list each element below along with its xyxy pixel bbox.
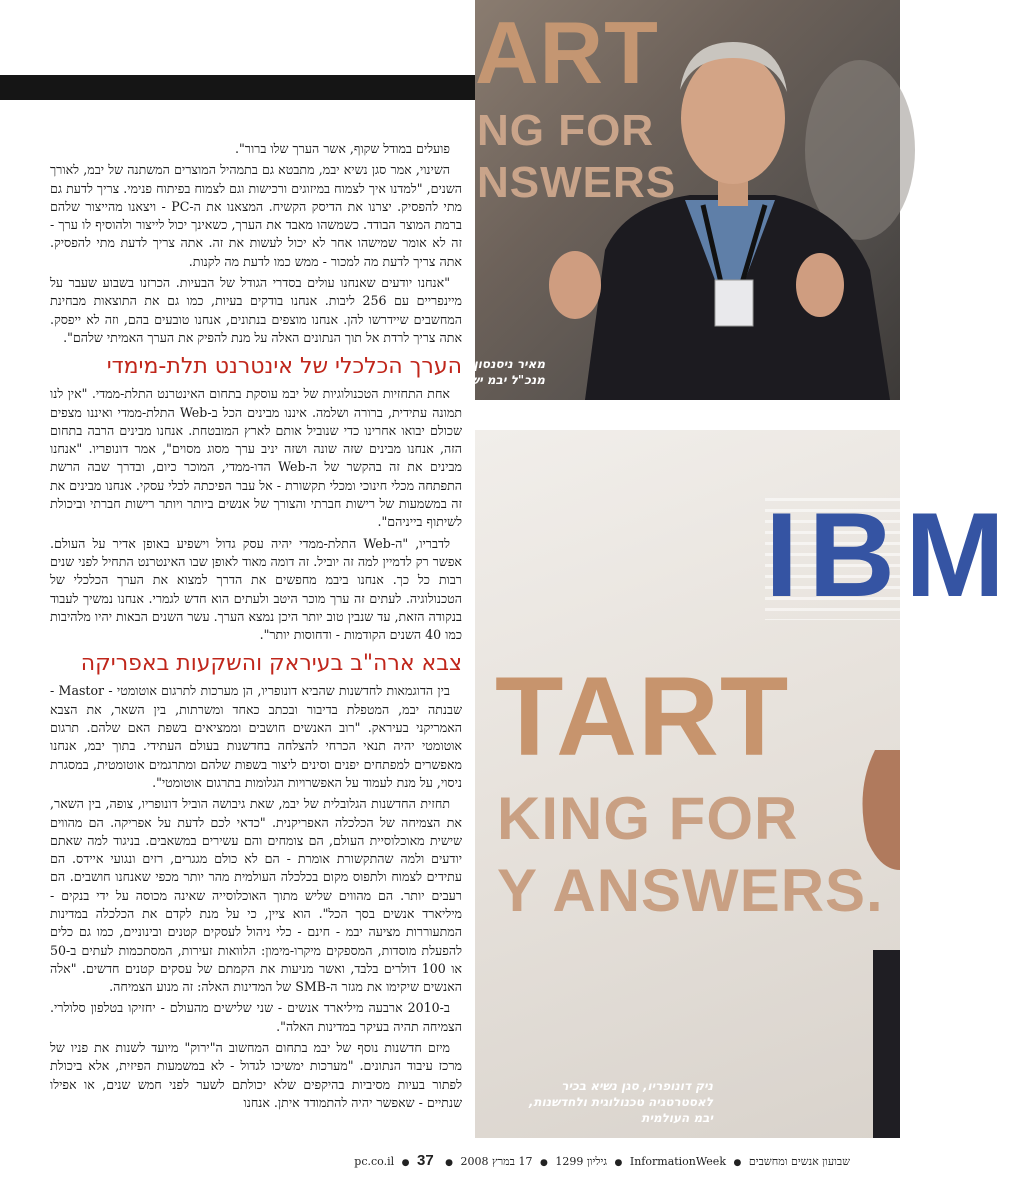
bullet-icon: ●: [445, 1158, 454, 1168]
backdrop-text: TART: [495, 654, 790, 779]
photo-caption: [483, 1078, 713, 1126]
section-heading-3d-web: הערך הכלכלי של אינטרנט תלת-מימדי: [106, 354, 462, 380]
paragraph: אחת התחזיות הטכנולוגיות של יבמ עוסקת בתחום האינטרנט התלת-ממדי. "אין לנו תמונה עתידית, ברורה ושלמה. איננו מבינים הכל ב-Web התלת-ממדי ואיננו מצפים שכולם יבואו אחרינו כדי שנוביל אותם לארץ המובטחת. אנחנו מבינים הרבה בתחום הזה, אנחנו מבינים שזה שונה ושזה יניב ערך מסוג מסוים", אמר דונופריו. "אנחנו מבינים את זה בהקשר של ה-Web הדו-ממדי, המוכר כיום, ובדרך שבה הרשת התפתחה מכלי חינוכי ומכלי תקשורת - אל עבר הפיכתה לכלי עסקי. אנחנו מבינים את זה במשמעות של רישות חברתי והצורך של אנשים ביותר ויותר רישות חברתי וביכולת לשיתוף בייניהם".: [50, 386, 462, 530]
paragraph: פועלים במודל שקוף, אשר הערך שלו ברור".: [234, 141, 450, 156]
paragraph: לדבריו, "ה-Web התלת-ממדי יהיה עסק גדול וישפיע באופן אדיר על העולם. אפשר רק לדמיין למה זה יוביל. זה דומה מאוד לאופן שבו האינטרנט התחיל לפני שנים רבות כל כך. אנחנו ביבמ מחפשים את הדרך למצוא את הערך הכלכלי של הטכנולוגיה. לעתים זה ערך מוכר היטב ולעתים הוא חדש לגמרי. אנחנו נמשיך לעבוד בנקודה הזאת, עד שנבין טוב יותר היכן נמצא הערך. עשר השנים הבאות יהיו מלהיבות כמו 40 השנים הקודמות - ודחוסות יותר".: [50, 535, 462, 643]
caption-title: מנכ"ל יבמ ישראל: [446, 373, 545, 387]
bullet-icon: ●: [539, 1158, 548, 1168]
photo-meir-nissensohn: [446, 0, 900, 400]
paragraph: בין הדוגמאות לחדשנות שהביא דונופריו, הן מערכות לתרגום אוטומטי - Mastor - שבנתה יבמ, המטפלת בדיבור ובכתב כאחד ומשרתות, בין השאר, את הצבא האמריקני בעיראק. "רוב האנשים חושבים וממציאים בשפת האם שלהם. תרגום אוטומטי יהיה תנאי הכרחי להצלחה בחדשנות בעולם העתידי. בתוך יבמ, אנחנו מאפשרים למפתחים יפנים וסינים ליצור בשפות שלהם ומתרגמים אוטומטית, במסגרת ניסוי, על מנת לעמוד על האפשרויות הגלומות בתרגום אוטומטי".: [50, 683, 462, 790]
footer-issue: גיליון 1299: [555, 1155, 608, 1168]
caption-title: יבמ העולמית: [641, 1111, 713, 1125]
man-portrait-figure: [475, 0, 900, 400]
backdrop-text: Y ANSWERS.: [497, 857, 884, 924]
footer-brand: InformationWeek: [629, 1155, 726, 1168]
page-footer: [60, 1152, 850, 1169]
photo-nick-donofrio: [475, 430, 1015, 1138]
backdrop-text: ART: [475, 3, 659, 102]
bullet-icon: ●: [733, 1158, 742, 1168]
footer-publication: שבועון אנשים ומחשבים: [748, 1155, 850, 1168]
paragraph: ב-2010 ארבעה מיליארד אנשים - שני שלישים מהעולם - יחזיקו בטלפון סלולרי. הצמיחה תהיה בעיקר במדינות האלה".: [50, 1000, 462, 1034]
hand-gesture-figure: [475, 430, 900, 1138]
article-column: [50, 140, 462, 1115]
header-black-bar: [0, 75, 475, 100]
page-number: 37: [416, 1152, 434, 1169]
caption-name: ניק דונופריו, סגן נשיא בכיר: [561, 1079, 713, 1093]
paragraph: "אנחנו יודעים שאנחנו עולים בסדרי הגודל של הבעיות. הכרזנו בשבוע שעבר על מיינפריים עם 256 ליבות. אנחנו בודקים בעיות, כמו גם את התוצאות מבחינת המחשבים שיידרשו להן. אנחנו מוצפים בנתונים, אנחנו טובעים בהם, וזה לא ייפסק. אתה צריך לרדת אל תוך הנתונים האלה על מנת להפיק את הערך האמיתי שלהם".: [50, 275, 462, 345]
paragraph: השינוי, אמר סגן נשיא יבמ, מתבטא גם בתמהיל המוצרים המשתנה של יבמ, לאורך השנים, "למדנו איך לצמוח במיזוגים ורכישות וגם לצמוח בפיתוח פנימי. צריך לדעת גם מתי להפסיק. יצרנו את הדיסק הקשיח. המצאנו את ה-PC - ויצאנו מהייצור שלהם ברמת המוצר הבודד. כשמשהו מאבד את הערך, כשאינך יכול לייצור ולהוסיף לו ערך - זה לא אומר שמישהו אחר לא יכול לעשות את זה. אתה צריך לדעת מתי להפסיק. אתה צריך לדעת מה למכור - ממש כמו לדעת מה לקנות.: [50, 162, 462, 269]
footer-date: 17 במרץ 2008: [460, 1155, 533, 1168]
backdrop-text: NSWERS: [477, 158, 677, 207]
backdrop-text: KING FOR: [497, 785, 799, 852]
footer-site: pc.co.il: [354, 1155, 395, 1168]
paragraph: מיזם חדשנות נוסף של יבמ בתחום המחשוב ה"ירוק" מיועד לשנות את פניו של מרכז עיבוד הנתונים. "מערכות ימשיכו לגדול - לא במשמעות הפיזית, אלא ביכולת לפתור בעיות מסיביות בהיקפים שלא יכולתם לשער לפני חמש שנים, או אפילו שנתיים - שאפשר יהיה להתמודד איתן. אנחנו: [50, 1040, 462, 1110]
photo-caption: [415, 356, 545, 388]
bullet-icon: ●: [401, 1158, 410, 1168]
bullet-icon: ●: [614, 1158, 623, 1168]
caption-name: מאיר ניסנסון,: [469, 357, 545, 371]
ibm-logo: IBM: [765, 488, 1015, 622]
paragraph: תחזית החדשנות הגלובלית של יבמ, שאת גיבושה הוביל דונופריו, צופה, בין השאר, את הצמיחה של הכלכלה האפריקנית. "כדאי לכם לדעת על אפריקה. הם מהווים שישית מאוכלוסיית העולם, הם צומחים והם עשירים במשאבים. בניגוד למה שאתם יודעים ולמה שהתקשורת אומרת - הם לא כולם מגגרים, רזים ונגועי איידס. הם עתידים לצמוח ולתפוס מקום בכלכלה העולמית מהר יותר מכפי שאנחנו חושבים. הם רעבים יותר. הם מהווים שליש מתוך האוכלוסייה שאינה מכוסה על ידי בנקים - מיליארד אנשים בסך הכל". הוא ציין, כי על מנת לקדם את הכלכלה במדינות המתעוררות מציעה יבמ - חינם - כלי ניהול לעסקים קטנים ובינוניים, כמו גם כלים להפעלת מוסדות, המספקים מיקרו-מימון: הלוואות זעירות, המסתכמות לעתים ב-50 או 100 דולרים בלבד, ואשר מניעות את הקמתם של עסקים קטנים חדשים. "אלה האנשים שיקימו את מגזר ה-SMB של המדינות האלה: זה מנוע הצמיחה.: [50, 796, 462, 995]
backdrop-text: NG FOR: [477, 106, 655, 155]
section-heading-iraq-africa: צבא ארה"ב בעיראק והשקעות באפריקה: [80, 651, 462, 677]
caption-title: לאסטרטגיה טכנולוגית ולחדשנות,: [528, 1095, 713, 1109]
